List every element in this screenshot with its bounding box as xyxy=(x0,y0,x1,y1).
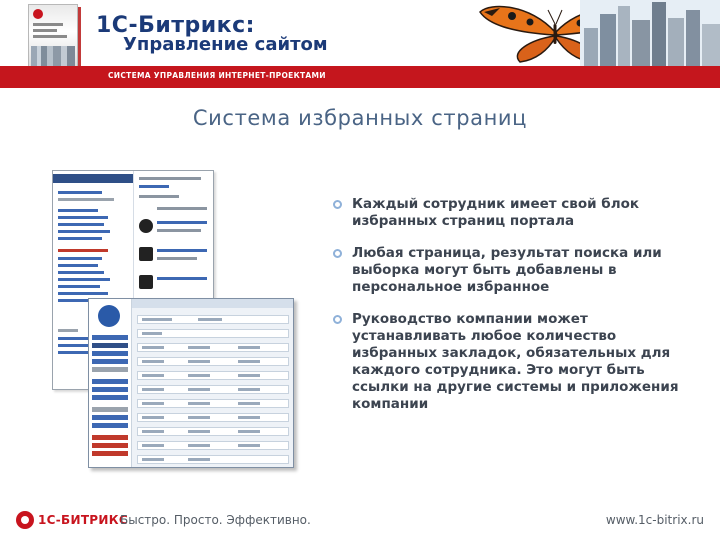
bullet-dot-icon xyxy=(333,200,342,209)
header-subtitle: Управление сайтом xyxy=(123,34,328,55)
header-tagline: СИСТЕМА УПРАВЛЕНИЯ ИНТЕРНЕТ-ПРОЕКТАМИ xyxy=(108,71,326,80)
footer xyxy=(0,505,720,540)
bullet-text: Руководство компании может устанавливать любое количество избранных закладок, обязательных для каждого сотрудника. Это могут быть ссылки на другие системы и приложения компании xyxy=(352,311,679,412)
footer-url-link[interactable]: www.1c-bitrix.ru xyxy=(605,513,704,527)
bullet-text: Каждый сотрудник имеет свой блок избранных страниц портала xyxy=(352,196,640,229)
bullet-text: Любая страница, результат поиска или выборка могут быть добавлены в персональное избранное xyxy=(352,245,662,295)
header-title: 1С-Битрикс: xyxy=(96,13,255,38)
bullet-item xyxy=(330,245,700,296)
footer-brand: 1С-БИТРИКС xyxy=(38,513,128,527)
footer-slogan: Быстро. Просто. Эффективно. xyxy=(120,513,311,527)
bullet-dot-icon xyxy=(333,315,342,324)
bullet-item xyxy=(330,196,700,230)
product-box-image xyxy=(28,4,78,72)
bullet-dot-icon xyxy=(333,249,342,258)
bullet-item xyxy=(330,311,700,413)
bitrix-logo-icon xyxy=(16,511,34,529)
bullet-list xyxy=(330,196,700,428)
slide-title: Система избранных страниц xyxy=(192,106,528,130)
header xyxy=(0,0,720,88)
city-skyline-image xyxy=(580,0,720,66)
portal-screenshot-front xyxy=(88,298,294,468)
